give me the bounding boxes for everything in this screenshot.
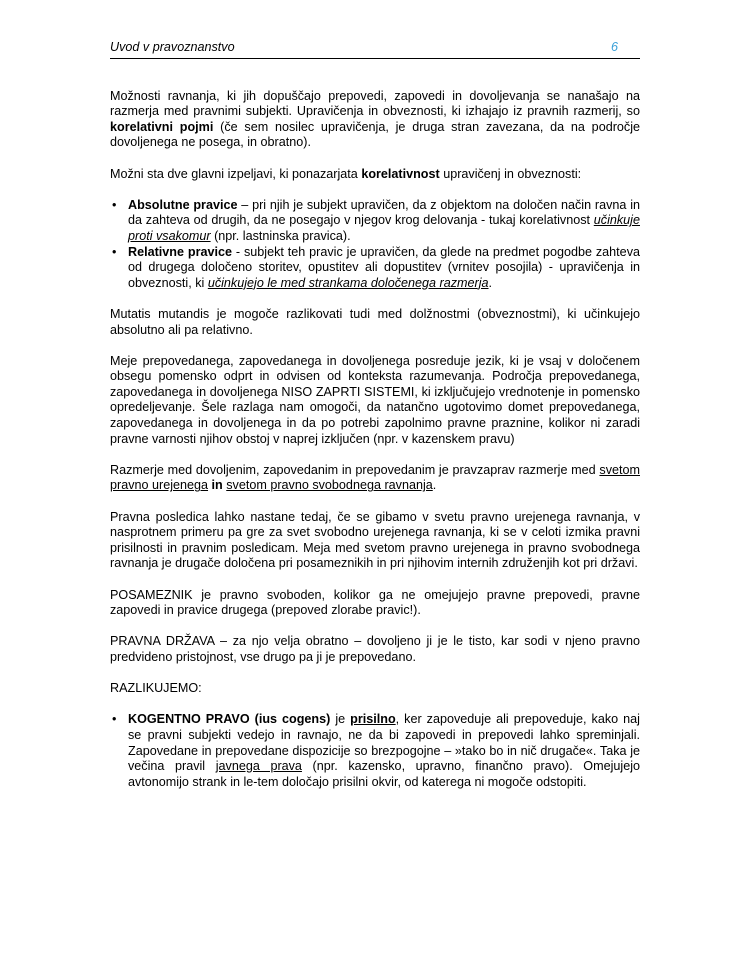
paragraph-regulated-vs-free: Razmerje med dovoljenim, zapovedanim in prepovedanim je pravzaprav razmerje med svetom pravno urejenega in svetom pravno svobodnega ravnanja. [110,462,640,493]
document-page [110,40,640,806]
list-item-cogent-law: • KOGENTNO PRAVO (ius cogens) je prisilno, ker zapoveduje ali prepoveduje, kako naj se pravni subjekti vedejo in ravnajo, ne da bi zapovedi in prepovedi lahko spreminjali. Zapovedane in prepovedane dispozicije so brezpogojne – »tako bo in nič drugače«. Taka je večina pravil javnega prava (npr. kazensko, upravno, finančno pravo). Omejujejo avtonomijo strank in le-tem določajo prisilni okvir, od katerega ni mogoče odstopiti. [110,712,640,790]
list-item-absolute-rights: • Absolutne pravice – pri njih je subjekt upravičen, da z objektom na določen način ravna in da zahteva od drugih, da ne posegajo v njegov krog delovanja - tukaj korelativnost učinkuje proti vsakomur (npr. lastninska pravica). [110,198,640,245]
paragraph-language-limits: Meje prepovedanega, zapovedanega in dovoljenega posreduje jezik, ki je vsaj v določenem obsegu pomensko odprt in odvisen od konteksta razumevanja. Področja prepovedanega, zapovedanega in dovoljenega NISO ZAPRTI SISTEMI, ki izključujejo vrednotenje in pomensko opredeljevanje. Šele razlaga nam omogoči, da natančno ugotovimo domet prepovedanega, zapovedanega in dovoljenega in da po potrebi zapolnimo pravne praznine, kolikor ni zaradi pravne varnosti njihov obstoj v naprej izključen (npr. v kazenskem pravu) [110,353,640,446]
paragraph-mutatis-mutandis: Mutatis mutandis je mogoče razlikovati tudi med dolžnostmi (obveznostmi), ki učinkujejo absolutno ali pa relativno. [110,306,640,337]
page-header [110,40,640,59]
paragraph-we-distinguish: RAZLIKUJEMO: [110,681,202,696]
list-item-relative-rights: • Relativne pravice - subjekt teh pravic je upravičen, da glede na predmet pogodbe zahteva od drugega določeno storitev, opustitev ali dopustitev (vrnitev posojila) - upravičenja in obveznosti, ki učinkujejo le med strankama določenega razmerja. [110,245,640,292]
page-number: 6 [610,40,618,54]
header-title: Uvod v pravoznanstvo [110,40,235,54]
law-types-list [110,712,640,790]
paragraph-individual: POSAMEZNIK je pravno svoboden, kolikor ga ne omejujejo pravne prepovedi, pravne zapovedi in pravice drugega (prepoved zlorabe pravic!). [110,587,640,618]
paragraph-legal-consequence: Pravna posledica lahko nastane tedaj, če se gibamo v svetu pravno urejenega ravnanja, v nasprotnem primeru pa gre za svet svobodno urejenega ravnanja, ki se v celoti izmika pravni prisilnosti in pravnim posledicam. Meja med svetom pravno urejenega in pravno svobodnega ravnanja je drugače določena pri posameznikih in pri njihovim internih združenjih kot pri državi. [110,509,640,571]
paragraph-correlative-concepts: Možnosti ravnanja, ki jih dopuščajo prepovedi, zapovedi in dovoljevanja se nanašajo na razmerja med pravnimi subjekti. Upravičenja in obveznosti, ki izhajajo iz pravnih razmerij, so korelativni pojmi (če sem nosilec upravičenja, je druga stran zavezana, da na področje dovoljenega ne posega, in obratno). [110,88,640,150]
paragraph-rule-of-law: PRAVNA DRŽAVA – za njo velja obratno – dovoljeno ji je le tisto, kar sodi v njeno pravno predvideno pristojnost, vse drugo pa ji je prepovedano. [110,634,640,664]
rights-list [110,198,640,292]
paragraph-two-derivations: Možni sta dve glavni izpeljavi, ki ponazarjata korelativnost upravičenj in obveznosti: [110,166,582,181]
